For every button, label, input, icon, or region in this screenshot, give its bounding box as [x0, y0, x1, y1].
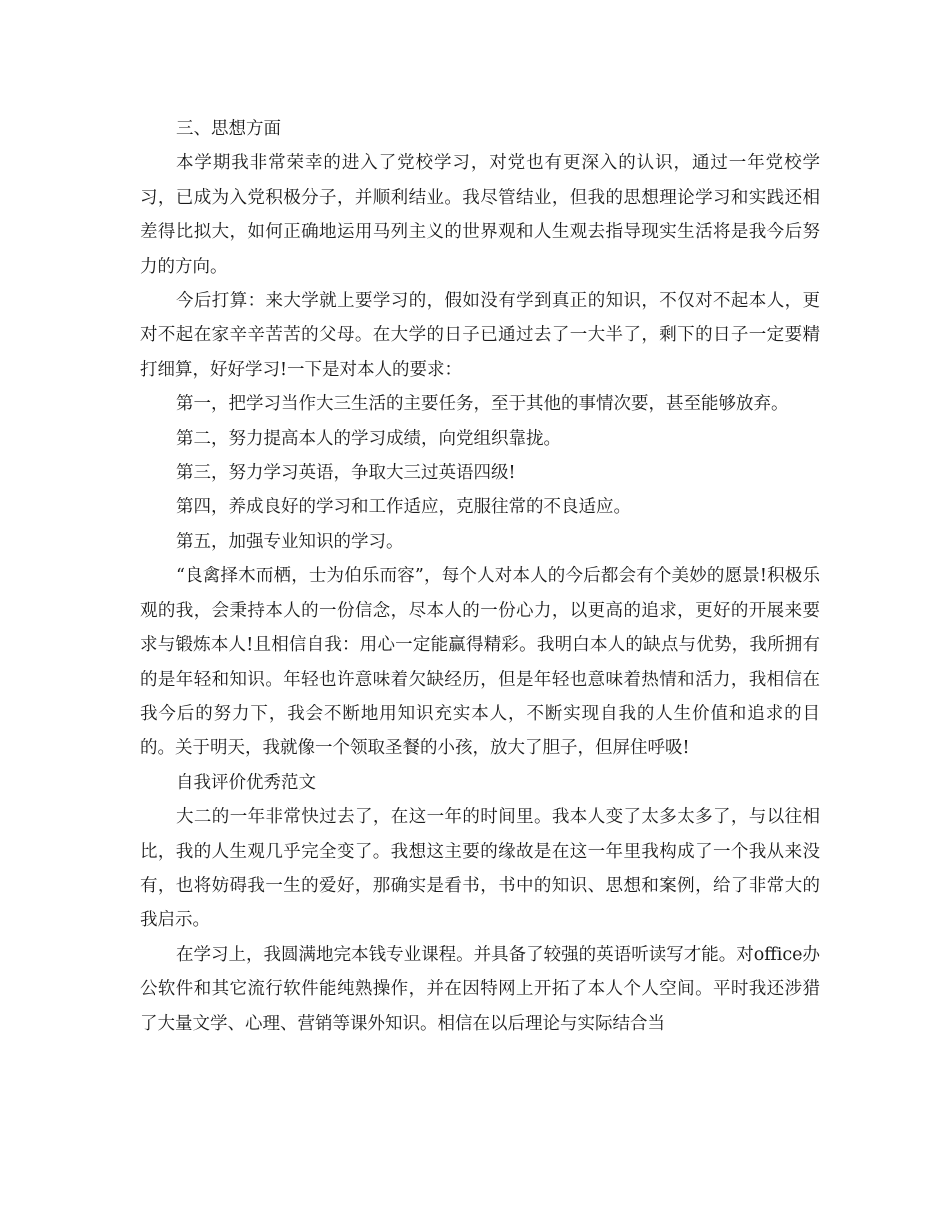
paragraph-study: 在学习上，我圆满地完本钱专业课程。并具备了较强的英语听读写才能。对office办公软件和其它流行软件能纯熟操作，并在因特网上开拓了本人个人空间。平时我还涉猎了大量文学、心理、营销等课外知识。相信在以后理论与实际结合当 — [140, 944, 820, 1034]
list-item-second: 第二，努力提高本人的学习成绩，向党组织靠拢。 — [176, 428, 561, 449]
paragraph-future-plan: 今后打算：来大学就上要学习的，假如没有学到真正的知识，不仅对不起本人，更对不起在家辛辛苦苦的父母。在大学的日子已通过去了一大半了，剩下的日子一定要精打细算，好好学习!一下是对本人的要求： — [140, 291, 820, 380]
list-item-fifth: 第五，加强专业知识的学习。 — [176, 531, 404, 552]
list-item-third: 第三，努力学习英语，争取大三过英语四级! — [176, 463, 516, 484]
list-item-first: 第一，把学习当作大三生活的主要任务，至于其他的事情次要，甚至能够放弃。 — [176, 394, 789, 415]
document-body — [140, 112, 820, 1041]
paragraph-vision: “良禽择木而栖，士为伯乐而容”，每个人对本人的今后都会有个美妙的愿景!积极乐观的我，会秉持本人的一份信念，尽本人的一份心力，以更高的追求，更好的开展来要求与锻炼本人!且相信自我：用心一定能赢得精彩。我明白本人的缺点与优势，我所拥有的是年轻和知识。年轻也许意味着欠缺经历，但是年轻也意味着热情和活力，我相信在我今后的努力下，我会不断地用知识充实本人，不断实现自我的人生价值和追求的目的。关于明天，我就像一个领取圣餐的小孩，放大了胆子，但屏住呼吸! — [140, 566, 820, 759]
section-heading-thought: 三、思想方面 — [176, 119, 281, 139]
paragraph-party-school: 本学期我非常荣幸的进入了党校学习，对党也有更深入的认识，通过一年党校学习，已成为入党积极分子，并顺利结业。我尽管结业，但我的思想理论学习和实践还相差得比拟大，如何正确地运用马列主义的世界观和人生观去指导现实生活将是我今后努力的方向。 — [140, 153, 820, 277]
list-item-fourth: 第四，养成良好的学习和工作适应，克服往常的不良适应。 — [176, 497, 631, 518]
section-heading-self-evaluation: 自我评价优秀范文 — [176, 772, 316, 793]
paragraph-sophomore-year: 大二的一年非常快过去了，在这一年的时间里。我本人变了太多太多了，与以往相比，我的人生观几乎完全变了。我想这主要的缘故是在这一年里我构成了一个我从来没有，也将妨碍我一生的爱好，那确实是看书，书中的知识、思想和案例，给了非常大的我启示。 — [140, 807, 820, 931]
